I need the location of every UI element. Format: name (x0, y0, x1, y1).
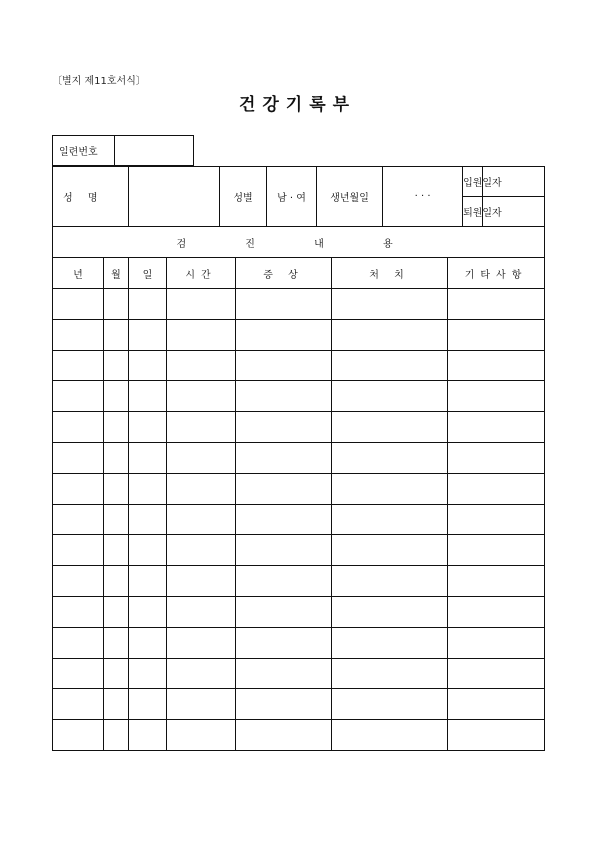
serial-number-label: 일련번호 (53, 136, 115, 166)
cell-notes[interactable] (448, 319, 545, 350)
gender-label: 성별 (220, 167, 267, 227)
cell-symptoms[interactable] (236, 504, 332, 535)
cell-year[interactable] (53, 442, 104, 473)
table-row (53, 566, 545, 597)
cell-day[interactable] (129, 627, 167, 658)
cell-month[interactable] (104, 689, 129, 720)
table-row (53, 596, 545, 627)
cell-day[interactable] (129, 319, 167, 350)
cell-treatment[interactable] (332, 596, 448, 627)
cell-month[interactable] (104, 504, 129, 535)
cell-treatment[interactable] (332, 720, 448, 751)
cell-treatment[interactable] (332, 350, 448, 381)
cell-year[interactable] (53, 350, 104, 381)
table-row (53, 504, 545, 535)
cell-time[interactable] (167, 720, 236, 751)
cell-time[interactable] (167, 319, 236, 350)
cell-year[interactable] (53, 689, 104, 720)
cell-day[interactable] (129, 596, 167, 627)
cell-time[interactable] (167, 289, 236, 320)
cell-time[interactable] (167, 689, 236, 720)
cell-month[interactable] (104, 720, 129, 751)
table-row (53, 473, 545, 504)
table-row (53, 658, 545, 689)
birth-date-label: 생년월일 (317, 167, 383, 227)
column-header-row (53, 258, 545, 289)
table-row (53, 535, 545, 566)
cell-month[interactable] (104, 566, 129, 597)
cell-notes[interactable] (448, 289, 545, 320)
cell-year[interactable] (53, 412, 104, 443)
cell-time[interactable] (167, 535, 236, 566)
cell-month[interactable] (104, 473, 129, 504)
page-title: 건강기록부 (238, 95, 357, 115)
cell-day[interactable] (129, 289, 167, 320)
cell-month[interactable] (104, 319, 129, 350)
exam-content-section-title: 검 진 내 용 (53, 227, 545, 258)
cell-day[interactable] (129, 442, 167, 473)
cell-year[interactable] (53, 289, 104, 320)
cell-symptoms[interactable] (236, 473, 332, 504)
cell-time[interactable] (167, 504, 236, 535)
cell-year[interactable] (53, 473, 104, 504)
name-field[interactable] (129, 167, 220, 227)
cell-year[interactable] (53, 535, 104, 566)
cell-treatment[interactable] (332, 627, 448, 658)
cell-day[interactable] (129, 504, 167, 535)
cell-time[interactable] (167, 658, 236, 689)
cell-time[interactable] (167, 596, 236, 627)
cell-day[interactable] (129, 350, 167, 381)
cell-notes[interactable] (448, 442, 545, 473)
cell-treatment[interactable] (332, 504, 448, 535)
cell-symptoms[interactable] (236, 566, 332, 597)
cell-treatment[interactable] (332, 412, 448, 443)
cell-year[interactable] (53, 596, 104, 627)
cell-month[interactable] (104, 289, 129, 320)
cell-month[interactable] (104, 596, 129, 627)
column-header-symptoms: 증 상 (236, 258, 332, 289)
cell-symptoms[interactable] (236, 689, 332, 720)
cell-treatment[interactable] (332, 289, 448, 320)
column-header-treatment: 처 치 (332, 258, 448, 289)
cell-treatment[interactable] (332, 658, 448, 689)
cell-year[interactable] (53, 319, 104, 350)
cell-day[interactable] (129, 658, 167, 689)
table-row (53, 319, 545, 350)
name-label: 성 명 (53, 167, 129, 227)
cell-day[interactable] (129, 473, 167, 504)
table-row (53, 350, 545, 381)
table-row (53, 289, 545, 320)
cell-day[interactable] (129, 412, 167, 443)
cell-symptoms[interactable] (236, 412, 332, 443)
form-number: 〔별지 제11호서식〕 (52, 76, 146, 87)
cell-treatment[interactable] (332, 473, 448, 504)
cell-year[interactable] (53, 627, 104, 658)
cell-treatment[interactable] (332, 442, 448, 473)
cell-notes[interactable] (448, 627, 545, 658)
cell-symptoms[interactable] (236, 442, 332, 473)
cell-symptoms[interactable] (236, 658, 332, 689)
cell-notes[interactable] (448, 535, 545, 566)
cell-notes[interactable] (448, 350, 545, 381)
cell-notes[interactable] (448, 596, 545, 627)
table-row (53, 381, 545, 412)
cell-notes[interactable] (448, 720, 545, 751)
cell-symptoms[interactable] (236, 350, 332, 381)
cell-month[interactable] (104, 627, 129, 658)
column-header-notes: 기타사항 (448, 258, 545, 289)
cell-symptoms[interactable] (236, 535, 332, 566)
cell-notes[interactable] (448, 473, 545, 504)
admission-date-label: 입원일자 (463, 167, 483, 197)
cell-treatment[interactable] (332, 566, 448, 597)
cell-day[interactable] (129, 720, 167, 751)
cell-year[interactable] (53, 381, 104, 412)
column-header-month: 월 (104, 258, 129, 289)
cell-day[interactable] (129, 689, 167, 720)
serial-number-field[interactable] (115, 136, 194, 166)
cell-year[interactable] (53, 720, 104, 751)
cell-symptoms[interactable] (236, 319, 332, 350)
table-row (53, 627, 545, 658)
cell-treatment[interactable] (332, 689, 448, 720)
column-header-day: 일 (129, 258, 167, 289)
cell-month[interactable] (104, 412, 129, 443)
column-header-year: 년 (53, 258, 104, 289)
cell-symptoms[interactable] (236, 627, 332, 658)
cell-month[interactable] (104, 535, 129, 566)
gender-field[interactable]: 남 · 여 (267, 167, 317, 227)
cell-symptoms[interactable] (236, 596, 332, 627)
cell-time[interactable] (167, 473, 236, 504)
cell-treatment[interactable] (332, 535, 448, 566)
cell-month[interactable] (104, 350, 129, 381)
cell-day[interactable] (129, 381, 167, 412)
cell-day[interactable] (129, 566, 167, 597)
cell-notes[interactable] (448, 689, 545, 720)
cell-year[interactable] (53, 504, 104, 535)
cell-notes[interactable] (448, 381, 545, 412)
table-row (53, 689, 545, 720)
table-row (53, 442, 545, 473)
birth-date-field[interactable]: · · · (383, 167, 463, 227)
column-header-time: 시간 (167, 258, 236, 289)
cell-day[interactable] (129, 535, 167, 566)
cell-notes[interactable] (448, 504, 545, 535)
discharge-date-label: 퇴원일자 (463, 197, 483, 227)
table-row (53, 412, 545, 443)
cell-month[interactable] (104, 442, 129, 473)
cell-notes[interactable] (448, 412, 545, 443)
table-row (53, 720, 545, 751)
serial-number-box (52, 135, 194, 166)
cell-year[interactable] (53, 658, 104, 689)
cell-symptoms[interactable] (236, 381, 332, 412)
cell-symptoms[interactable] (236, 289, 332, 320)
cell-year[interactable] (53, 566, 104, 597)
cell-notes[interactable] (448, 658, 545, 689)
cell-notes[interactable] (448, 566, 545, 597)
cell-month[interactable] (104, 381, 129, 412)
cell-time[interactable] (167, 566, 236, 597)
cell-symptoms[interactable] (236, 720, 332, 751)
cell-time[interactable] (167, 350, 236, 381)
cell-treatment[interactable] (332, 319, 448, 350)
cell-time[interactable] (167, 627, 236, 658)
cell-month[interactable] (104, 658, 129, 689)
health-record-table (52, 166, 545, 751)
cell-time[interactable] (167, 442, 236, 473)
cell-treatment[interactable] (332, 381, 448, 412)
cell-time[interactable] (167, 381, 236, 412)
cell-time[interactable] (167, 412, 236, 443)
